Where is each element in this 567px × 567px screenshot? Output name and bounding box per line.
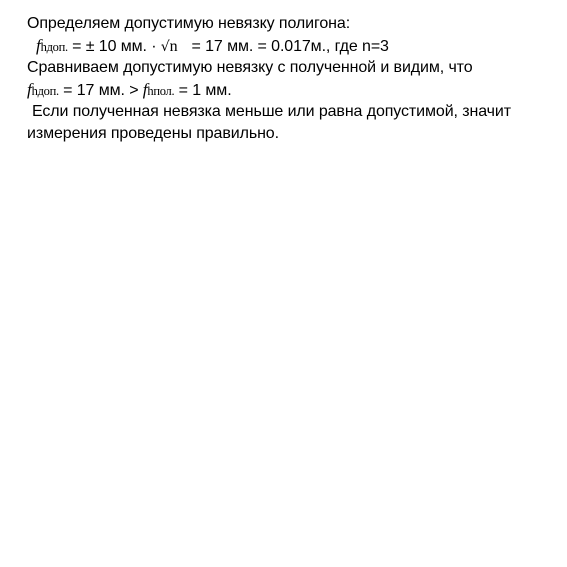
formula-equals-part: = ± 10 мм. · (72, 38, 161, 55)
intro-line: Определяем допустимую невязку полигона: (27, 15, 351, 32)
tolerance-formula (27, 35, 557, 57)
n-variable: n (169, 38, 178, 55)
conclusion-line: Если полученная невязка меньше или равна допустимой, значит (32, 103, 511, 120)
compare-line: Сравниваем допустимую невязку с полученной и видим, что (27, 59, 473, 76)
formula-result: = 17 мм. = 0.017м., где n=3 (191, 38, 389, 55)
f-symbol: f (36, 36, 41, 55)
obtained-subscript: hпол. (147, 84, 175, 98)
f-subscript: hдоп. (40, 40, 68, 54)
comparison-middle: = 17 мм. > (63, 82, 143, 99)
comparison-end: = 1 мм. (178, 82, 232, 99)
sqrt-symbol: √ (160, 39, 170, 55)
f-symbol-allowed: f (27, 80, 32, 99)
f-symbol-obtained: f (142, 80, 148, 99)
allowed-subscript: hдоп. (31, 84, 59, 98)
comparison-formula (27, 79, 557, 101)
conclusion-line-2: измерения проведены правильно. (27, 125, 279, 142)
text-block (27, 13, 557, 145)
